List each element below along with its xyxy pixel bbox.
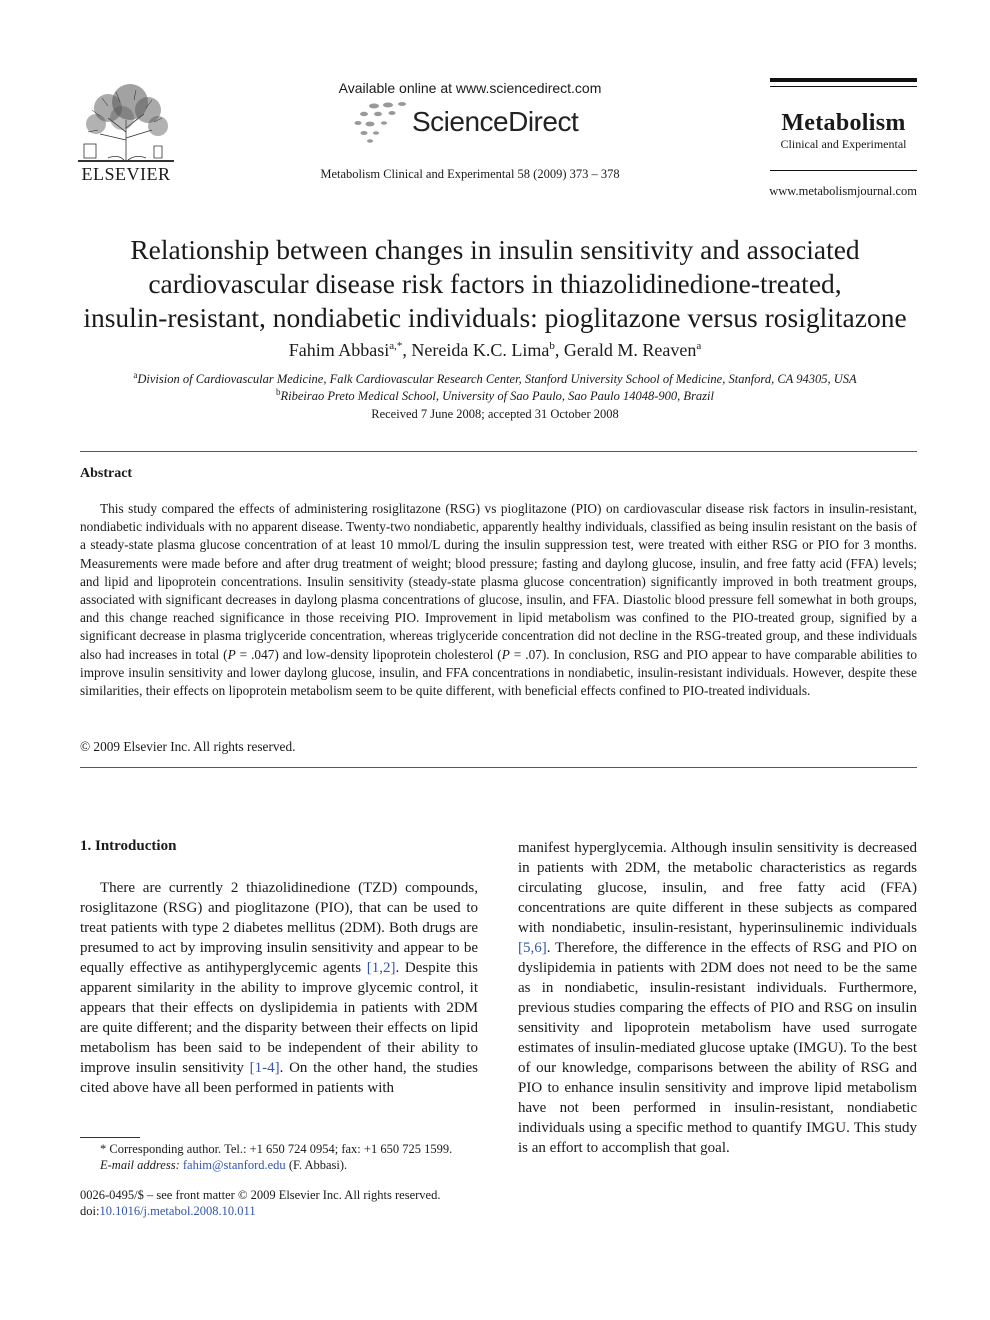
issn-line: 0026-0495/$ – see front matter © 2009 Elsevier Inc. All rights reserved. xyxy=(80,1188,441,1202)
divider xyxy=(80,451,917,452)
title-line: insulin-resistant, nondiabetic individuals: pioglitazone versus rosiglitazone xyxy=(83,302,907,333)
elsevier-tree-icon xyxy=(78,80,174,162)
doi-link[interactable]: 10.1016/j.metabol.2008.10.011 xyxy=(99,1204,256,1218)
journal-masthead xyxy=(770,78,917,171)
author-name[interactable]: Nereida K.C. Lima xyxy=(411,340,550,360)
sciencedirect-logo xyxy=(352,100,592,146)
title-line: Relationship between changes in insulin sensitivity and associated xyxy=(130,234,860,265)
intro-segment: . Therefore, the difference in the effects of RSG and PIO on dyslipidemia in patients with 2DM does not need to be the same as in nondiabetic, insulin-resistant individuals. Furthermore, previous studies comparing the effects of PIO and RSG on insulin sensitivity and lipoprotein metabolism have used surrogate estimates of insulin-mediated glucose uptake (IMGU). To the best of our knowledge, comparisons between the ability of RSG and PIO to enhance insulin sensitivity and improve lipid metabolism have not been performed in insulin-resistant, nondiabetic individuals using a specific method to quantify IMGU. This study is an effort to accomplish that goal. xyxy=(518,940,917,1156)
journal-citation: Metabolism Clinical and Experimental 58 (2009) 373 – 378 xyxy=(320,167,620,181)
journal-url[interactable]: www.metabolismjournal.com xyxy=(769,184,917,198)
masthead-rule-thick xyxy=(770,78,917,82)
article-title xyxy=(60,233,930,335)
abstract-segment: = .047) and low-density lipoprotein cholesterol ( xyxy=(235,646,502,662)
abstract-segment: = .07). In conclusion, RSG and PIO appear to have comparable abilities to improve insulin sensitivity and lower daylong glucose, insulin, and FFA concentrations in nondiabetic, insulin-resistant individuals. However, despite these similarities, their effects on lipoprotein metabolism seem to be quite different, with beneficial effects confined to PIO-treated individuals. xyxy=(80,646,918,699)
publisher-logo xyxy=(78,80,174,182)
journal-title: Metabolism xyxy=(781,110,906,136)
masthead-rule-thin xyxy=(770,86,917,87)
publisher-name: ELSEVIER xyxy=(81,164,171,184)
author-affil-marker[interactable]: a,* xyxy=(389,340,403,352)
author-separator: , xyxy=(554,340,564,360)
affiliation-marker: a xyxy=(133,370,138,380)
email-label: E-mail address: xyxy=(100,1158,180,1172)
intro-right-column xyxy=(518,838,917,1158)
citation-link[interactable]: [5,6] xyxy=(518,940,547,956)
intro-segment: manifest hyperglycemia. Although insulin sensitivity is decreased in patients with 2DM, the metabolic characteristics as regards circulating glucose, insulin, and free fatty acid (FFA) concentrations are quite different in these subjects as compared with nondiabetic, insulin-resistant, hyperinsulinemic individuals xyxy=(518,840,917,936)
affiliation-text: Division of Cardiovascular Medicine, Falk Cardiovascular Research Center, Stanford University School of Medicine, Stanford, CA 94305, USA xyxy=(137,372,857,387)
author-list xyxy=(60,340,930,361)
affiliation-marker: b xyxy=(275,387,281,397)
abstract-heading: Abstract xyxy=(80,466,133,481)
affiliation xyxy=(60,387,930,404)
intro-segment: . Despite this apparent similarity in the ability to improve glycemic control, it appears that their effects on dyslipidemia in patients with 2DM are quite different; and the disparity between their effects on lipid metabolism has been said to be independent of their ability to improve insulin sensitivity xyxy=(80,960,478,1076)
citation-link[interactable]: [1-4] xyxy=(249,1060,280,1076)
intro-left-column xyxy=(80,878,478,1098)
email-note xyxy=(100,1158,500,1173)
citation-link[interactable]: [1,2] xyxy=(366,960,396,976)
affiliation-text: Ribeirao Preto Medical School, University of Sao Paulo, Sao Paulo 14048-900, Brazil xyxy=(280,389,714,404)
doi-line xyxy=(80,1204,480,1219)
corresponding-author-note: * Corresponding author. Tel.: +1 650 724 0954; fax: +1 650 725 1599. xyxy=(100,1142,453,1156)
section-heading: 1. Introduction xyxy=(80,838,177,854)
p-symbol: P xyxy=(501,646,510,662)
email-suffix: (F. Abbasi). xyxy=(285,1158,348,1172)
author-name[interactable]: Gerald M. Reaven xyxy=(563,340,697,360)
abstract-copyright: © 2009 Elsevier Inc. All rights reserved. xyxy=(80,739,296,754)
received-dates: Received 7 June 2008; accepted 31 October 2008 xyxy=(371,407,619,421)
affiliation xyxy=(60,370,930,387)
journal-subtitle: Clinical and Experimental xyxy=(780,137,907,151)
author-name[interactable]: Fahim Abbasi xyxy=(288,340,390,360)
sciencedirect-dots-icon xyxy=(352,100,408,144)
doi-label: doi: xyxy=(80,1204,100,1218)
sciencedirect-wordmark: ScienceDirect xyxy=(412,106,579,137)
abstract-segment: This study compared the effects of administering rosiglitazone (RSG) vs pioglitazone (PIO) on cardiovascular disease risk factors in insulin-resistant, nondiabetic individuals with no apparent disease. Twenty-two nondiabetic, apparently healthy individuals, classified as being insulin resistant on the basis of a steady-state plasma glucose concentration of at least 10 mmol/L during the insulin suppression test, were treated with either RSG or PIO for 3 months. Measurements were made before and after drug treatment of weight; blood pressure; fasting and daylong glucose, insulin, and free fatty acid (FFA) levels; and lipid and lipoprotein concentrations. Insulin sensitivity (steady-state plasma glucose concentration) significantly improved in both treatment groups, associated with significant decreases in daylong plasma concentrations of glucose, insulin, and FFA. Diastolic blood pressure fell somewhat in both groups, and this change reached significance in those receiving PIO. Improvement in lipid metabolism was confined to the PIO-treated group, signified by a significant decrease in plasma triglyceride concentration, whereas triglyceride concentration did not decline in the RSG-treated group, and these individuals also had increases in total ( xyxy=(80,501,917,662)
author-separator: , xyxy=(402,340,412,360)
masthead-rule-bottom xyxy=(770,170,917,171)
author-affil-marker[interactable]: b xyxy=(549,340,555,352)
intro-segment: There are currently 2 thiazolidinedione (TZD) compounds, rosiglitazone (RSG) and pioglitazone (PIO), that can be used to treat patients with type 2 diabetes mellitus (2DM). Both drugs are presumed to act by improving insulin sensitivity and appear to be equally effective as antihyperglycemic agents xyxy=(80,880,478,976)
divider xyxy=(80,767,917,768)
title-line: cardiovascular disease risk factors in thiazolidinedione-treated, xyxy=(148,268,842,299)
intro-segment: . On the other hand, the studies cited above have all been performed in patients with xyxy=(80,1060,478,1096)
abstract-text xyxy=(80,500,917,700)
p-symbol: P xyxy=(227,646,236,662)
available-online-text: Available online at www.sciencedirect.com xyxy=(338,80,602,96)
footnote-rule xyxy=(80,1137,140,1138)
author-affil-marker[interactable]: a xyxy=(696,340,702,352)
email-link[interactable]: fahim@stanford.edu xyxy=(182,1158,286,1172)
